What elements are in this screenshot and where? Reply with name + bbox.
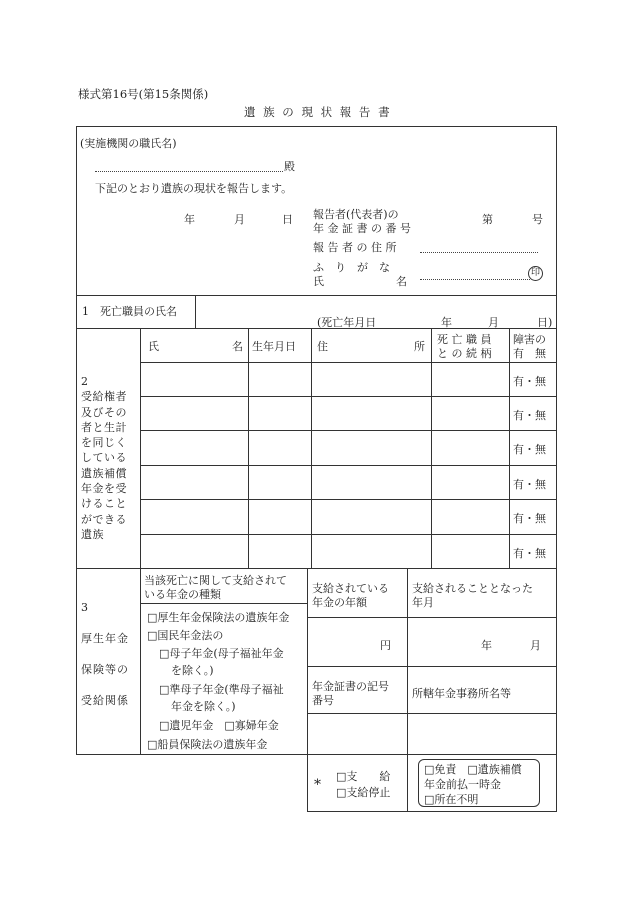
pension-option[interactable]: □母子年金(母子福祉年金 (159, 647, 284, 660)
start-year: 年 (481, 639, 492, 652)
institution-line (95, 171, 283, 172)
section1-divider (195, 295, 196, 329)
date-month: 月 (234, 213, 245, 226)
s3-amount-row-line (307, 666, 557, 667)
section2-label (81, 374, 127, 542)
exempt-line-2: 年金前払一時金 (424, 778, 501, 791)
s2-label-line: 受給権者 (81, 390, 127, 404)
section2-box (76, 328, 557, 569)
reporter-label-1: 報告者(代表者)の (313, 208, 399, 221)
s2-row-line-5 (140, 534, 557, 535)
disability-option[interactable]: 有・無 (513, 409, 546, 422)
asterisk-mark: * (314, 777, 321, 793)
start-header-1: 支給されることとなった (412, 582, 533, 595)
s2-label-line: 及びその (81, 405, 127, 419)
date-day: 日 (282, 213, 293, 226)
s2-label-line: 遺族補償 (81, 466, 127, 480)
death-year: 年 (441, 316, 452, 329)
death-month: 月 (488, 316, 499, 329)
pension-option-cont: を除く。) (171, 664, 214, 677)
disability-option[interactable]: 有・無 (513, 443, 546, 456)
furigana-label: ふ り が な (313, 261, 390, 274)
s3-cert-header-line (307, 713, 557, 714)
s2-label-line: 年金を受 (81, 482, 127, 496)
s2-row-line-3 (140, 465, 557, 466)
s2-label-line: ができる (81, 512, 127, 526)
death-day: 日) (537, 316, 553, 329)
s3-amount-header-line (307, 617, 557, 618)
office-header: 所轄年金事務所名等 (412, 687, 511, 700)
pay-option[interactable]: □支 給 (336, 770, 391, 783)
date-year: 年 (184, 213, 195, 226)
header-address-1: 住 (317, 340, 328, 353)
s2-label-line: 2 (81, 375, 89, 388)
name-label-1: 氏 (313, 275, 324, 288)
dono-text: 殿 (284, 160, 295, 173)
header-address-2: 所 (414, 340, 425, 353)
header-disability-2: 有 無 (513, 347, 546, 360)
stop-option[interactable]: □支給停止 (336, 786, 391, 799)
pension-option[interactable]: □準母子年金(準母子福祉 (159, 683, 284, 696)
official-use-divider (407, 754, 408, 812)
pension-option-cont: 年金を除く。) (171, 700, 236, 713)
name-label-2: 名 (396, 275, 407, 288)
header-birth: 生年月日 (252, 340, 296, 353)
s2-label-line: している (81, 451, 127, 465)
address-line (420, 252, 538, 253)
yen-text: 円 (380, 639, 391, 652)
s2-row-line-4 (140, 499, 557, 500)
s2-col-address (431, 328, 432, 569)
name-line (420, 279, 530, 280)
s3-label-3: 受給関係 (81, 694, 129, 707)
dai-text: 第 (482, 213, 493, 226)
header-relation-2: と の 続 柄 (437, 347, 492, 360)
disability-option[interactable]: 有・無 (513, 375, 546, 388)
s2-col-label (140, 328, 141, 569)
s2-label-line: 者と生計 (81, 420, 127, 434)
exempt-line-1[interactable]: □免責 □遺族補償 (424, 763, 522, 776)
header-disability-1: 障害の (513, 333, 546, 346)
pension-option[interactable]: □国民年金法の (147, 629, 224, 642)
s2-label-line: けること (81, 497, 127, 511)
s3-label-1: 厚生年金 (81, 632, 129, 645)
start-month: 月 (530, 639, 541, 652)
s2-col-birth (311, 328, 312, 569)
exempt-line-3[interactable]: □所在不明 (424, 793, 479, 806)
s2-col-name (248, 328, 249, 569)
s3-label-num: 3 (81, 601, 88, 614)
s3-col-label (140, 568, 141, 755)
s2-label-line: を同じく (81, 436, 127, 450)
go-text: 号 (532, 213, 543, 226)
s2-label-line: 遺族 (81, 527, 104, 541)
death-date-label: (死亡年月日 (317, 316, 377, 329)
header-relation-1: 死 亡 職 員 (437, 333, 492, 346)
disability-option[interactable]: 有・無 (513, 512, 546, 525)
amount-header-1: 支給されている (312, 582, 389, 595)
institution-label: (実施機関の職氏名) (80, 137, 177, 150)
s2-row-line-1 (140, 396, 557, 397)
s2-header-line (140, 362, 557, 363)
reporter-label-2: 年 金 証 書 の 番 号 (313, 222, 411, 235)
form-number: 様式第16号(第15条関係) (78, 87, 209, 101)
pension-type-header-2: いる年金の種類 (144, 588, 221, 601)
start-header-2: 年月 (412, 596, 434, 609)
disability-option[interactable]: 有・無 (513, 547, 546, 560)
seal-mark: 印 (528, 266, 543, 281)
header-name-1: 氏 (148, 340, 159, 353)
s3-type-header-line (140, 603, 307, 604)
section1-label: 1 死亡職員の氏名 (82, 305, 177, 318)
s2-col-relation (509, 328, 510, 569)
intro-text: 下記のとおり遺族の現状を報告します。 (95, 182, 293, 195)
s3-col-amount (407, 568, 408, 755)
pension-option[interactable]: □厚生年金保険法の遺族年金 (147, 611, 290, 624)
cert-header-2: 番号 (312, 694, 334, 707)
pension-type-header-1: 当該死亡に関して支給されて (144, 574, 287, 587)
disability-option[interactable]: 有・無 (513, 478, 546, 491)
pension-option[interactable]: □遺児年金 □寡婦年金 (159, 719, 279, 732)
cert-header-1: 年金証書の記号 (312, 680, 389, 693)
amount-header-2: 年金の年額 (312, 596, 367, 609)
pension-option[interactable]: □船員保険法の遺族年金 (147, 738, 268, 751)
form-title: 遺 族 の 現 状 報 告 書 (244, 105, 392, 119)
s3-label-2: 保険等の (81, 663, 129, 676)
header-name-2: 名 (232, 340, 243, 353)
s3-col-types (307, 568, 308, 755)
address-label: 報 告 者 の 住 所 (313, 241, 397, 254)
s2-row-line-2 (140, 430, 557, 431)
